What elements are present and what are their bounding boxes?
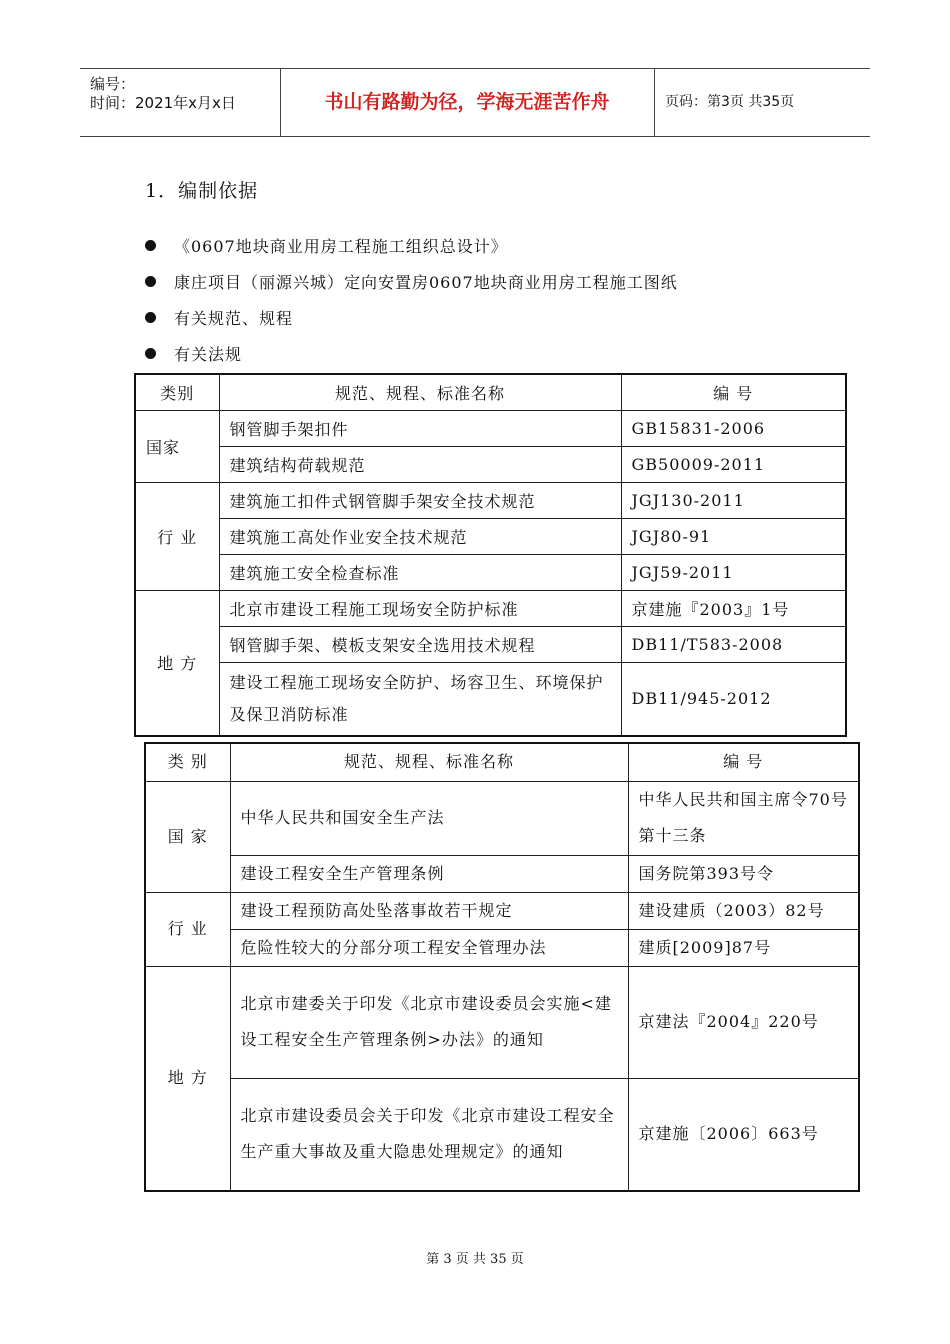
header-page-label: 页码：第3页 共35页	[665, 94, 795, 110]
code-cell: GB50009-2011	[621, 446, 846, 482]
bullet-text: 康庄项目（丽源兴城）定向安置房0607地块商业用房工程施工图纸	[174, 273, 678, 292]
header-code: 编 号	[621, 374, 846, 410]
code-cell: 建设建质（2003）82号	[628, 892, 859, 929]
bullet-item	[145, 234, 508, 257]
name-cell: 建筑施工扣件式钢管脚手架安全技术规范	[219, 482, 621, 518]
bullet-icon	[145, 348, 156, 359]
name-cell: 建筑施工安全检查标准	[219, 554, 621, 590]
table-row	[145, 1078, 859, 1191]
table-row	[135, 626, 846, 662]
code-cell: DB11/T583-2008	[621, 626, 846, 662]
bullet-text: 有关法规	[174, 345, 243, 364]
code-label: 编号：	[90, 75, 136, 93]
code-cell: JGJ59-2011	[621, 554, 846, 590]
code-cell: 京建法『2004』220号	[628, 966, 859, 1078]
table-row	[135, 518, 846, 554]
name-cell: 北京市建设工程施工现场安全防护标准	[219, 590, 621, 626]
bullet-text: 《0607地块商业用房工程施工组织总设计》	[174, 237, 508, 256]
category-cell: 国 家	[145, 781, 230, 892]
name-cell: 中华人民共和国安全生产法	[230, 781, 628, 855]
table-row	[145, 855, 859, 892]
category-cell: 国家	[135, 410, 219, 482]
code-cell: 京建施〔2006〕663号	[628, 1078, 859, 1191]
code-cell: JGJ130-2011	[621, 482, 846, 518]
table-header-row	[135, 374, 846, 410]
category-cell: 行 业	[135, 482, 219, 590]
table-row	[145, 781, 859, 855]
name-cell: 北京市建设委员会关于印发《北京市建设工程安全生产重大事故及重大隐患处理规定》的通知	[230, 1078, 628, 1191]
name-cell: 危险性较大的分部分项工程安全管理办法	[230, 929, 628, 966]
page-footer: 第 3 页 共 35 页	[426, 1252, 524, 1267]
name-cell: 建设工程预防高处坠落事故若干规定	[230, 892, 628, 929]
table-row	[135, 482, 846, 518]
category-cell: 地 方	[145, 966, 230, 1191]
bullet-text: 有关规范、规程	[174, 309, 294, 328]
header-motto: 书山有路勤为径，学海无涯苦作舟	[324, 91, 610, 113]
table-row	[145, 892, 859, 929]
time-label: 时间：2021年x月x日	[90, 94, 236, 112]
table-row	[135, 662, 846, 736]
header-code: 编 号	[628, 743, 859, 781]
code-cell: JGJ80-91	[621, 518, 846, 554]
standards-table	[134, 373, 847, 737]
regulations-table	[144, 742, 860, 1192]
header-name: 规范、规程、标准名称	[219, 374, 621, 410]
bullet-item	[145, 306, 293, 329]
name-cell: 建设工程安全生产管理条例	[230, 855, 628, 892]
bullet-icon	[145, 276, 156, 287]
code-cell: GB15831-2006	[621, 410, 846, 446]
code-cell: 建质[2009]87号	[628, 929, 859, 966]
bullet-icon	[145, 312, 156, 323]
name-cell: 建筑结构荷载规范	[219, 446, 621, 482]
table-row	[145, 966, 859, 1078]
header-category: 类 别	[145, 743, 230, 781]
category-cell: 地 方	[135, 590, 219, 736]
code-cell: 京建施『2003』1号	[621, 590, 846, 626]
category-cell: 行 业	[145, 892, 230, 966]
header-meta	[80, 69, 280, 136]
header-category: 类别	[135, 374, 219, 410]
code-cell: DB11/945-2012	[621, 662, 846, 736]
bullet-item	[145, 342, 242, 365]
code-cell: 中华人民共和国主席令70号第十三条	[628, 781, 859, 855]
table-header-row	[145, 743, 859, 781]
name-cell: 北京市建委关于印发《北京市建设委员会实施<建设工程安全生产管理条例>办法》的通知	[230, 966, 628, 1078]
document-header	[80, 68, 870, 137]
table-row	[135, 590, 846, 626]
name-cell: 钢管脚手架扣件	[219, 410, 621, 446]
bullet-icon	[145, 240, 156, 251]
name-cell: 建筑施工高处作业安全技术规范	[219, 518, 621, 554]
name-cell: 钢管脚手架、模板支架安全选用技术规程	[219, 626, 621, 662]
code-cell: 国务院第393号令	[628, 855, 859, 892]
table-row	[135, 554, 846, 590]
name-cell: 建设工程施工现场安全防护、场容卫生、环境保护及保卫消防标准	[219, 662, 621, 736]
header-divider	[654, 69, 655, 136]
header-name: 规范、规程、标准名称	[230, 743, 628, 781]
table-row	[135, 446, 846, 482]
section-title: 1．编制依据	[145, 180, 259, 202]
table-row	[145, 929, 859, 966]
bullet-item	[145, 270, 678, 293]
table-row	[135, 410, 846, 446]
